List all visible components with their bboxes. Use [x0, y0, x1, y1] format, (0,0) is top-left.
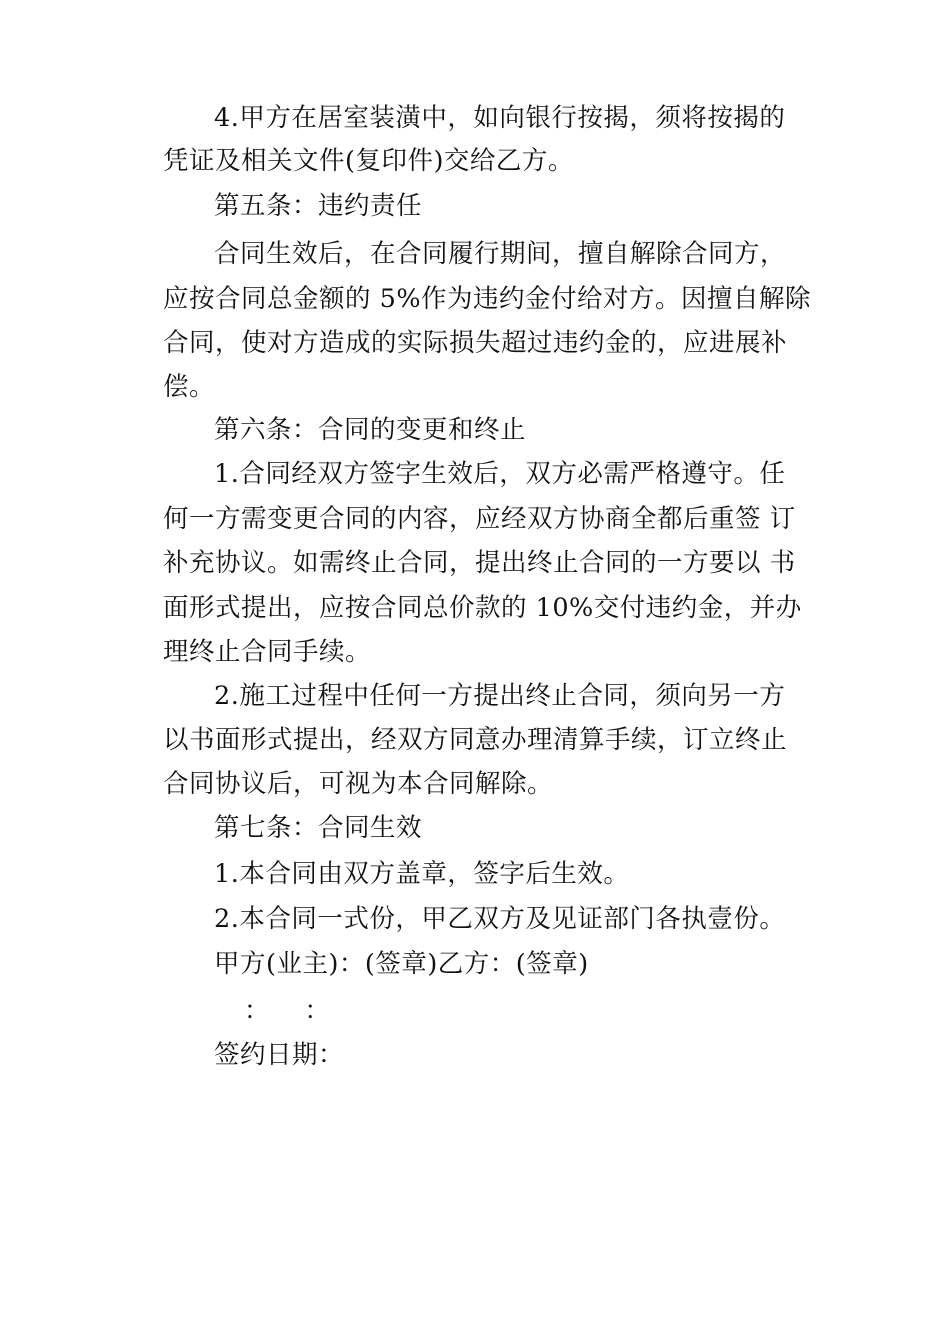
text-line: 合同，使对方造成的实际损失超过违约金的，应进展补 — [163, 328, 788, 358]
signing-date-label: 签约日期： — [214, 1040, 345, 1070]
text-line: 应按合同总金额的 5%作为违约金付给对方。因擅自解除 — [163, 284, 812, 314]
text-line: 2.施工过程中任何一方提出终止合同，须向另一方 — [214, 681, 786, 711]
text-line: 偿。 — [163, 372, 216, 402]
signature-line: 甲方(业主)：(签章)乙方：(签章) — [214, 949, 589, 979]
text-line: 何一方需变更合同的内容，应经双方协商全都后重签 订 — [163, 504, 796, 534]
section-heading: 第六条：合同的变更和终止 — [214, 415, 527, 445]
signature-colons: ： ： — [244, 996, 331, 1026]
text-line: 以书面形式提出，经双方同意办理清算手续，订立终止 — [163, 725, 788, 755]
text-line: 4.甲方在居室装潢中，如向银行按揭，须将按揭的 — [214, 103, 786, 133]
text-line: 补充协议。如需终止合同，提出终止合同的一方要以 书 — [163, 548, 796, 578]
text-line: 凭证及相关文件(复印件)交给乙方。 — [163, 146, 574, 176]
text-line: 合同生效后，在合同履行期间，擅自解除合同方， — [214, 239, 787, 269]
section-heading: 第七条：合同生效 — [214, 813, 423, 843]
text-line: 理终止合同手续。 — [163, 637, 372, 667]
text-line: 2.本合同一式份，甲乙双方及见证部门各执壹份。 — [214, 904, 786, 934]
text-line: 合同协议后，可视为本合同解除。 — [163, 769, 554, 799]
text-line: 面形式提出，应按合同总价款的 10%交付违约金，并办 — [163, 593, 802, 623]
text-line: 1.合同经双方签字生效后，双方必需严格遵守。任 — [214, 459, 786, 489]
section-heading: 第五条：违约责任 — [214, 191, 423, 221]
text-line: 1.本合同由双方盖章，签字后生效。 — [214, 859, 630, 889]
